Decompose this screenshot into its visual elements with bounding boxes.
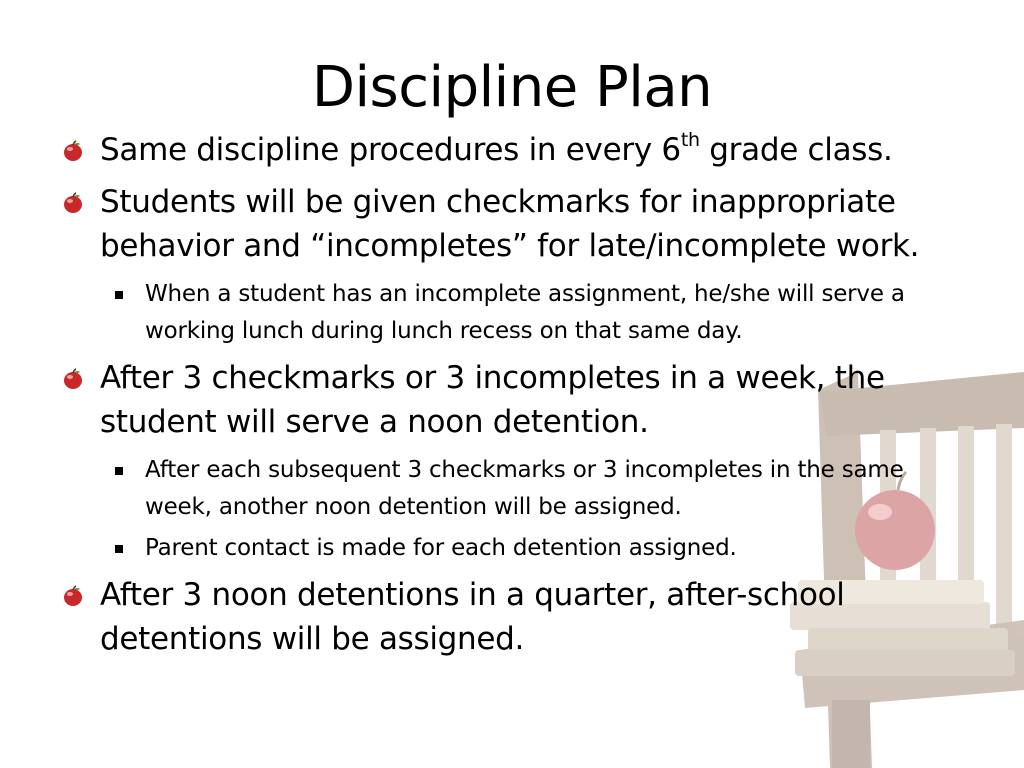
sub-bullet-item xyxy=(62,530,977,567)
square-icon xyxy=(115,467,123,475)
bullet-item xyxy=(62,180,977,268)
bullet-text: Same discipline procedures in every 6 xyxy=(100,132,681,168)
bullet-text: After 3 noon detentions in a quarter, after-school detentions will be assigned. xyxy=(100,577,845,657)
bullet-item xyxy=(62,573,977,661)
square-icon xyxy=(115,291,123,299)
sub-bullet-text: When a student has an incomplete assignment, he/she will serve a working lunch during lunch recess on that same day. xyxy=(145,281,905,344)
sub-bullet-item xyxy=(62,452,977,526)
sub-bullet-text: Parent contact is made for each detention assigned. xyxy=(145,535,737,561)
bullet-text-end: grade class. xyxy=(699,132,893,168)
bullet-item xyxy=(62,128,977,172)
sub-bullet-item xyxy=(62,276,977,350)
bullet-text: Students will be given checkmarks for inappropriate behavior and “incompletes” for late/incomplete work. xyxy=(100,184,920,264)
bullet-item xyxy=(62,356,977,444)
square-icon xyxy=(115,545,123,553)
apple-icon xyxy=(62,585,84,607)
apple-icon xyxy=(62,368,84,390)
apple-icon xyxy=(62,140,84,162)
apple-icon xyxy=(62,192,84,214)
slide-title: Discipline Plan xyxy=(311,55,713,120)
superscript-text: th xyxy=(680,128,700,151)
bullet-list xyxy=(62,128,977,669)
sub-bullet-text: After each subsequent 3 checkmarks or 3 incompletes in the same week, another noon detention will be assigned. xyxy=(145,457,904,520)
bullet-text: After 3 checkmarks or 3 incompletes in a week, the student will serve a noon detention. xyxy=(100,360,885,440)
